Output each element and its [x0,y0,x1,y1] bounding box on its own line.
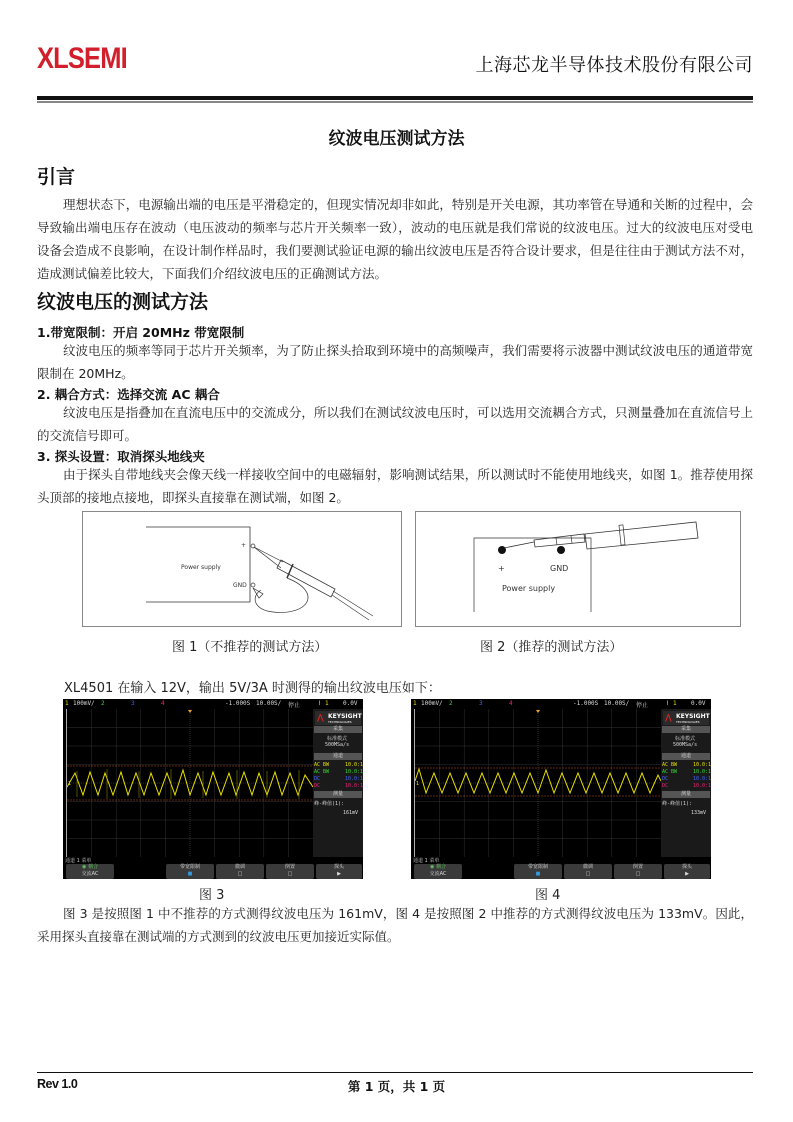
measure-heading: 测量 [314,791,362,798]
step-2-title: 2. 耦合方式：选择交流 AC 耦合 [37,387,220,402]
ch4-ratio: 10.0:1 [345,783,363,789]
ch2-ratio: 10.0:1 [345,769,363,775]
step-3-body: 由于探头自带地线夹会像天线一样接收空间中的电磁辐射，影响测试结果，所以测试时不能使用地线夹，如图 1。推荐使用探头顶部的接地点接地，即探头直接靠在测试端，如图 2。 [37,467,753,505]
figure-4-oscilloscope [411,699,711,879]
figure-2-caption: 图 2（推荐的测试方法） [480,640,623,655]
fine-softkey: 微调 □ [216,864,264,879]
coupling-softkey: ◉ 耦合 交流AC [66,864,114,879]
scope-graticule [414,709,660,857]
step-3-title: 3. 探头设置：取消探头地线夹 [37,449,205,464]
scope-status-bar: 1 100mV/ 2 3 4 -1.000S 10.00S/ 停止 ⌇ 1 0.0V [63,699,363,708]
fig1-gnd-label: GND [233,582,247,589]
figure-1-caption: 图 1（不推荐的测试方法） [172,640,328,655]
xlsemi-logo: XLSEMI [37,42,127,75]
scope-softkeys [63,864,363,879]
fig1-power-supply-label: Power supply [181,564,221,571]
keysight-logo: ⋀ KEYSIGHT TECHNOLOGIES [317,713,362,724]
scope-side-panel [661,709,711,857]
svg-text:1: 1 [68,781,72,787]
peak-peak-label: 峰-峰值(1): [314,801,345,807]
scope-softkeys [411,864,711,879]
invert-softkey: 倒置 □ [266,864,314,879]
ch3-ratio: 10.0:1 [345,776,363,782]
method-heading: 纹波电压的测试方法 [37,291,209,313]
ch1-ratio: 10.0:1 [345,762,363,768]
step-1-title: 1.带宽限制：开启 20MHz 带宽限制 [37,325,245,340]
scope-status-bar: 1 100mV/ 2 3 4 -1.000S 10.00S/ 停止 ⌇ 1 0.0V [411,699,711,708]
fig2-plus-label: + [498,564,505,573]
footer-rule [37,1072,753,1073]
fine-softkey: 微调 □ [564,864,612,879]
probe-direct-contact-illustration [416,512,742,628]
ch3-ratio: 10.0:1 [693,776,711,782]
sample-rate: 500MSa/s [673,742,698,748]
ch1-ratio: 10.0:1 [693,762,711,768]
scope-graticule [66,709,312,857]
svg-text:1: 1 [416,781,420,787]
header-rule [37,96,753,100]
page-number: 第 1 页，共 1 页 [347,1079,446,1094]
scope-menu-label: 通道 1 菜单 [413,858,440,864]
page-header [37,40,753,100]
peak-peak-value: 161mV [343,810,359,816]
invert-softkey: 倒置 □ [614,864,662,879]
ch1-coupling: AC BW [662,762,678,768]
step-1-body: 纹波电压的频率等同于芯片开关频率，为了防止探头拾取到环境中的高频噪声，我们需要将示波器中测试纹波电压的通道带宽限制在 20MHz。 [37,343,753,381]
intro-heading: 引言 [37,166,76,188]
fig2-power-supply-label: Power supply [502,584,556,593]
revision-label: Rev 1.0 [37,1077,78,1091]
fig2-gnd-label: GND [550,564,569,573]
peak-peak-label: 峰-峰值(1): [662,801,693,807]
scope-side-panel [313,709,363,857]
probe-with-ground-clip-illustration [83,512,403,628]
ch1-coupling: AC BW [314,762,330,768]
probe-softkey: 探头 ▶ [316,864,362,879]
sample-rate: 500MSa/s [325,742,350,748]
acquire-heading: 采集 [314,726,362,733]
measure-heading: 测量 [662,791,710,798]
bw-limit-softkey: 带宽限制 ■ [514,864,562,879]
bw-limit-softkey: 带宽限制 ■ [166,864,214,879]
ch2-ratio: 10.0:1 [693,769,711,775]
channels-heading: 通道 [662,753,710,760]
acquire-heading: 采集 [662,726,710,733]
fig1-plus-label: + [241,542,247,549]
ch2-coupling: AC BW [662,769,678,775]
ch3-coupling: DC [662,776,669,782]
company-name: 上海芯龙半导体技术股份有限公司 [475,55,753,76]
ch3-coupling: DC [314,776,321,782]
header-rule-thin [37,101,753,103]
keysight-logo: ⋀ KEYSIGHT TECHNOLOGIES [665,713,710,724]
ch2-coupling: AC BW [314,769,330,775]
figure-2-diagram [415,511,741,627]
coupling-softkey: ◉ 耦合 交流AC [414,864,462,879]
scope-menu-label: 通道 1 菜单 [65,858,92,864]
ch4-coupling: DC [314,783,321,789]
figure-4-caption: 图 4 [535,888,561,903]
figure-1-diagram [82,511,402,627]
conclusion-paragraph: 图 3 是按照图 1 中不推荐的方式测得纹波电压为 161mV，图 4 是按照图 2 中推荐的方式测得纹波电压为 133mV。因此，采用探头直接靠在测试端的方式测到的纹波电压更加接近实际值。 [37,906,753,944]
acquire-mode: 标准模式 [327,736,348,742]
document-title: 纹波电压测试方法 [328,129,465,149]
figure-3-oscilloscope [63,699,363,879]
ch4-coupling: DC [662,783,669,789]
acquire-mode: 标准模式 [675,736,696,742]
step-2-body: 纹波电压是指叠加在直流电压中的交流成分，所以我们在测试纹波电压时，可以选用交流耦合方式，只测量叠加在直流信号上的交流信号即可。 [37,405,753,443]
channels-heading: 通道 [314,753,362,760]
figure-3-caption: 图 3 [199,888,225,903]
probe-softkey: 探头 ▶ [664,864,710,879]
ch4-ratio: 10.0:1 [693,783,711,789]
peak-peak-value: 133mV [691,810,707,816]
intro-paragraph: 理想状态下，电源输出端的电压是平滑稳定的，但现实情况却非如此，特别是开关电源，其功率管在导通和关断的过程中，会导致输出端电压存在波动（电压波动的频率与芯片开关频率一致），波动的电压就是我们常说的纹波电压。过大的纹波电压对受电设备会造成不良影响，在设计制作样品时，我们要测试验证电源的输出纹波电压是否符合设计要求，但是往往由于测试方法不对，造成测试偏差比较大，下面我们介绍纹波电压的正确测试方法。 [37,197,753,281]
measurement-intro: XL4501 在输入 12V，输出 5V/3A 时测得的输出纹波电压如下： [64,681,441,696]
